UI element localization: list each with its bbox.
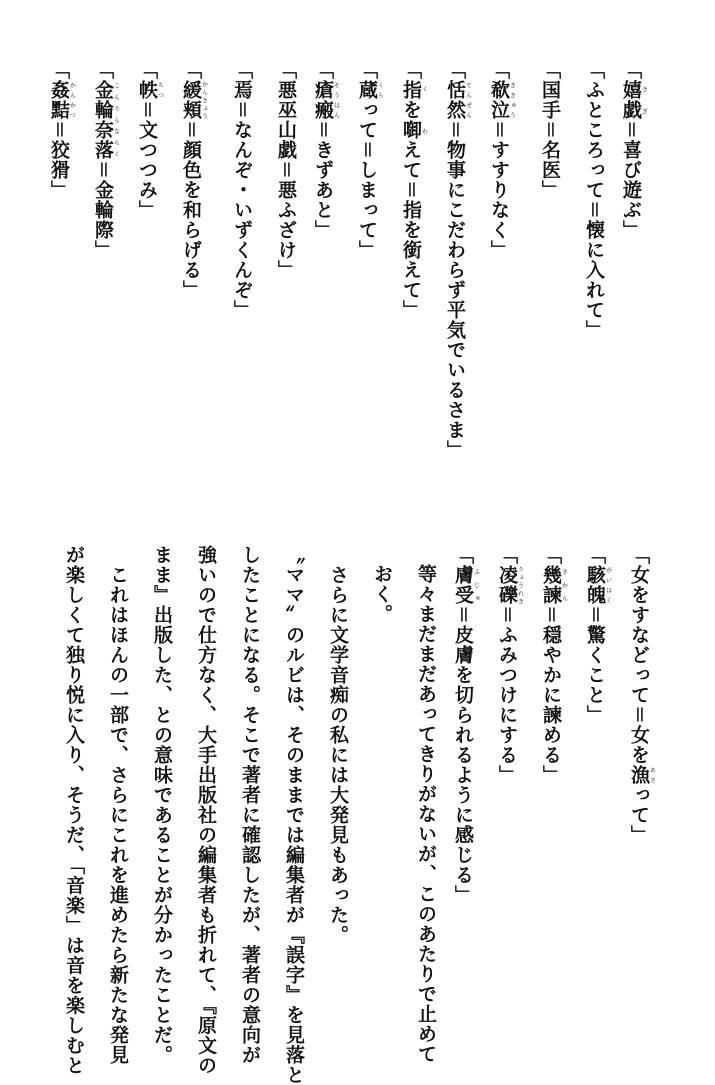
gloss-kankatsu: 「姦黠かんかつ＝狡猾」: [48, 60, 76, 201]
gloss-kuwaete: 「指を啣くわえて＝指を銜えて」: [400, 60, 428, 321]
prose-line: 強いので仕方なく、大手出版社の編集者も折れて、『原文の: [195, 545, 217, 1076]
prose-line: 等々まだまだあってきりがないが、このあたりで止めて: [415, 564, 437, 1064]
prose-line: したことになる。そこで著者に確認したが、著者の意向が: [239, 545, 261, 1065]
gloss-asatte: 「女をすなどって＝女を漁あさって」: [628, 545, 656, 846]
gloss-chitsu: 「帙ちつ＝文つつみ」: [136, 60, 164, 221]
gloss-futokoro: 「ふところって＝懐に入れて」: [583, 60, 605, 341]
gloss-kankyou: 「緩頬かんきょう＝顔色を和らげる」: [180, 60, 208, 301]
gloss-konrinnaraku: 「金輪奈落こんりんならく＝金輪際」: [92, 60, 120, 261]
prose-line: おく。: [371, 564, 393, 624]
gloss-kokushu: 「国手＝名医」: [539, 60, 561, 201]
gloss-warufuzake: 「悪巫山戯＝悪ふざけ」: [275, 60, 297, 281]
prose-line: が楽しくて独り悦に入り、そうだ、「音楽」は音を楽しむと: [63, 545, 85, 1076]
gloss-souhan: 「瘡瘢そうはん＝きずあと」: [312, 60, 340, 241]
prose-line: まま』出版した、との意味であることが分かったことだ。: [151, 545, 173, 1065]
gloss-kikan: 「幾諫きかん＝穏やかに諫める」: [540, 545, 568, 786]
gloss-kikyuu: 「欷泣ききゅう＝すすりなく」: [488, 60, 516, 261]
gloss-en: 「焉＝なんぞ・いずくんぞ」: [231, 60, 253, 321]
gloss-gaihaku: 「駭魄がいはく＝驚くこと」: [584, 545, 612, 726]
prose-line: 〝ママ〟のルビは、そのままでは編集者が『誤字』を見落と: [283, 545, 305, 1085]
prose-line: さらに文学音痴の私には大発見もあった。: [327, 545, 349, 945]
gloss-fuju: 「膚受ふじゅ＝皮膚を切られるように感じる」: [452, 545, 480, 906]
gloss-kigi: 「嬉戯きぎ＝喜び遊ぶ」: [620, 60, 648, 241]
prose-line: これはほんの一部で、さらにこれを進めたら新たな発見: [107, 545, 129, 1065]
gloss-ryoureki: 「凌礫りょうれき＝ふみつけにする」: [496, 545, 524, 786]
gloss-kura: 「蔵くらって＝しまって」: [356, 60, 384, 261]
gloss-tenzen: 「恬然てんぜん＝物事にこだわらず平気でいるさま」: [444, 60, 472, 461]
